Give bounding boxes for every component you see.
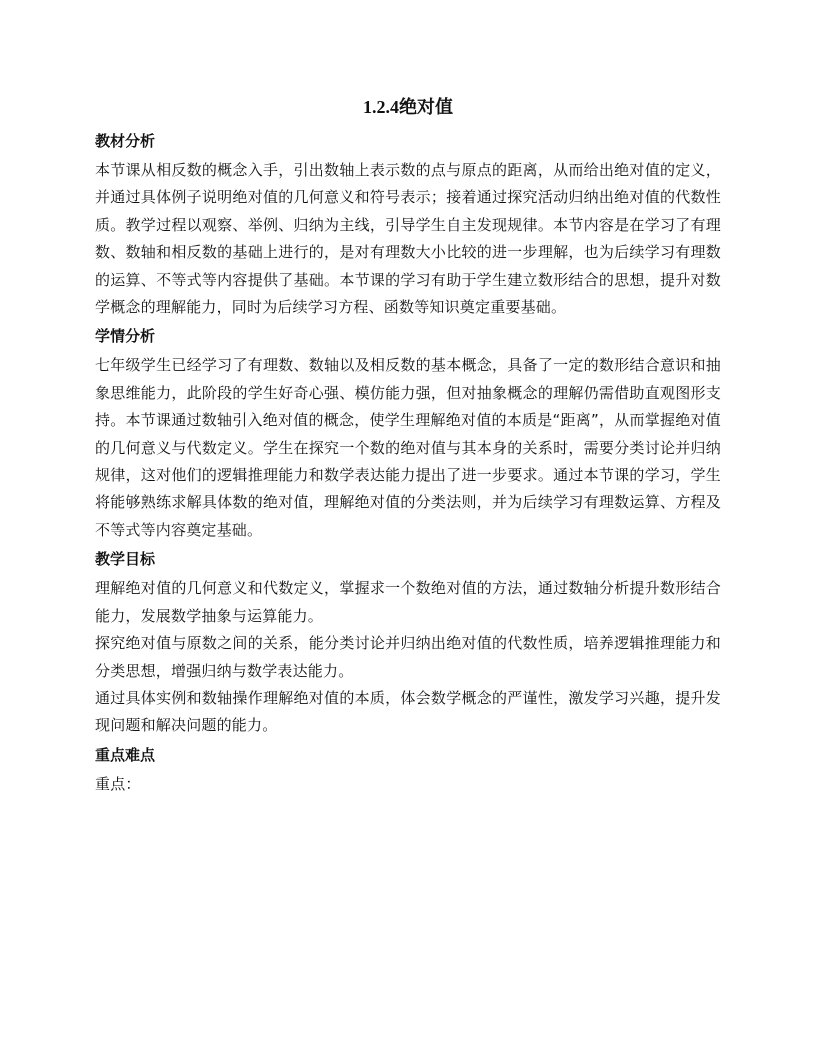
section-key-difficulties xyxy=(95,740,721,798)
paragraph: 本节课从相反数的概念入手，引出数轴上表示数的点与原点的距离，从而给出绝对值的定义，并通过具体例子说明绝对值的几何意义和符号表示；接着通过探究活动归纳出绝对值的代数性质。教学过程以观察、举例、归纳为主线，引导学生自主发现规律。本节内容是在学习了有理数、数轴和相反数的基础上进行的，是对有理数大小比较的进一步理解，也为后续学习有理数的运算、不等式等内容提供了基础。本节课的学习有助于学生建立数形结合的思想，提升对数学概念的理解能力，同时为后续学习方程、函数等知识奠定重要基础。 xyxy=(95,161,721,317)
section-teaching-objectives xyxy=(95,544,721,739)
paragraph: 探究绝对值与原数之间的关系，能分类讨论并归纳出绝对值的代数性质，培养逻辑推理能力和分类思想，增强归纳与数学表达能力。 xyxy=(95,634,721,680)
section-heading: 教材分析 xyxy=(95,132,156,150)
paragraph: 重点： xyxy=(95,774,141,793)
paragraph: 理解绝对值的几何意义和代数定义，掌握求一个数绝对值的方法，通过数轴分析提升数形结合能力，发展数学抽象与运算能力。 xyxy=(95,579,721,625)
section-textbook-analysis xyxy=(95,126,721,321)
document-page xyxy=(95,92,721,798)
paragraph: 七年级学生已经学习了有理数、数轴以及相反数的基本概念，具备了一定的数形结合意识和抽象思维能力，此阶段的学生好奇心强、模仿能力强，但对抽象概念的理解仍需借助直观图形支持。本节课通过数轴引入绝对值的概念，使学生理解绝对值的本质是“距离”，从而掌握绝对值的几何意义与代数定义。学生在探究一个数的绝对值与其本身的关系时，需要分类讨论并归纳规律，这对他们的逻辑推理能力和数学表达能力提出了进一步要求。通过本节课的学习，学生将能够熟练求解具体数的绝对值，理解绝对值的分类法则，并为后续学习有理数运算、方程及不等式等内容奠定基础。 xyxy=(95,356,721,539)
section-heading: 重点难点 xyxy=(95,745,156,764)
section-heading: 学情分析 xyxy=(95,327,156,346)
section-heading: 教学目标 xyxy=(95,550,156,569)
section-student-analysis xyxy=(95,321,721,544)
document-title: 1.2.4绝对值 xyxy=(363,97,453,117)
paragraph: 通过具体实例和数轴操作理解绝对值的本质，体会数学概念的严谨性，激发学习兴趣，提升发现问题和解决问题的能力。 xyxy=(95,688,721,735)
